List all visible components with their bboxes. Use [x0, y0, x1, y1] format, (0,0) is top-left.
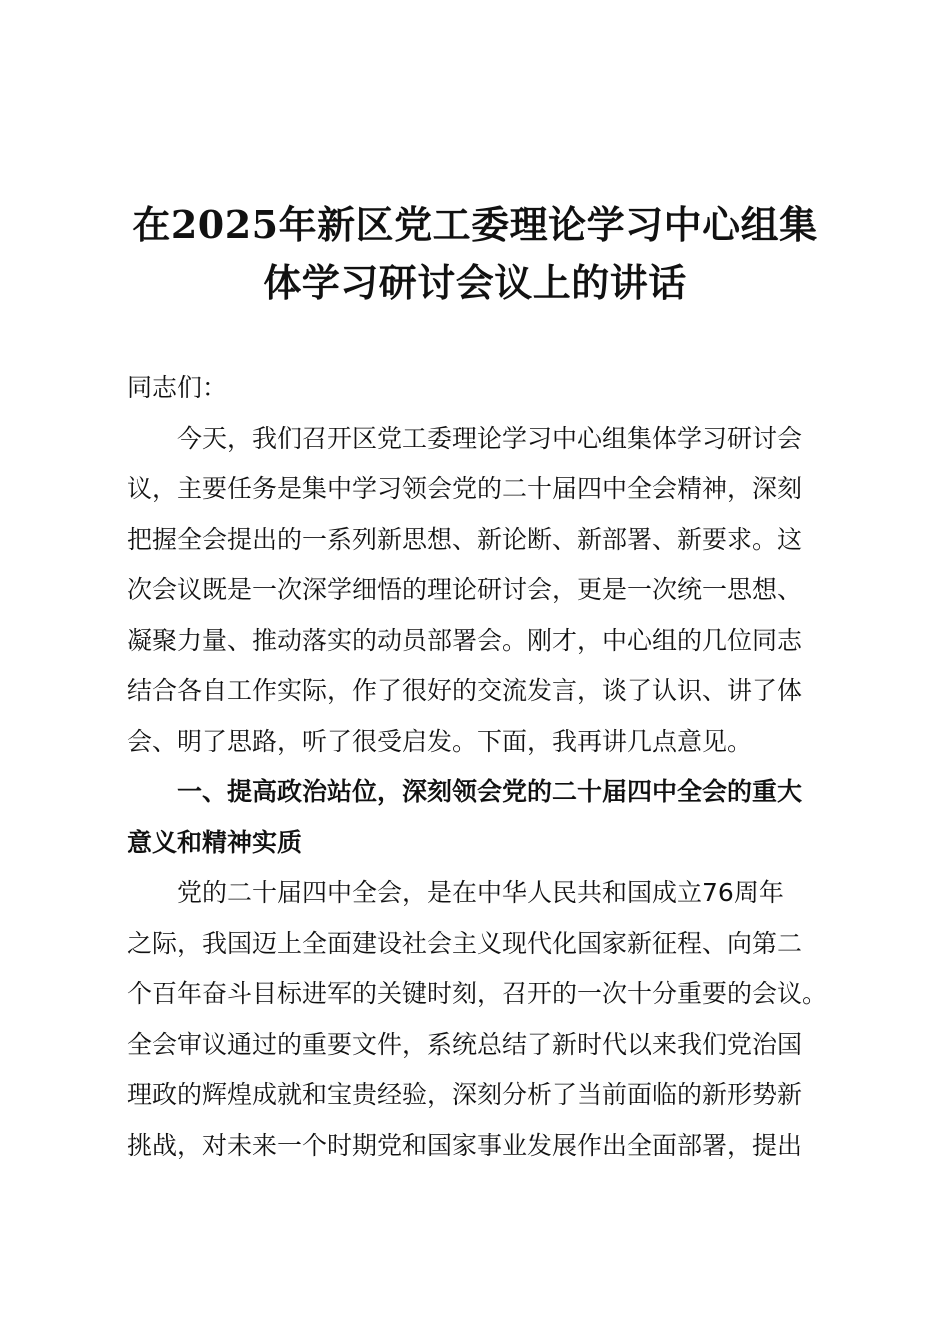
heading-line: 意义和精神实质: [127, 827, 303, 857]
paragraph-line: 议，主要任务是集中学习领会党的二十届四中全会精神，深刻: [127, 474, 803, 503]
heading-line: 一、提高政治站位，深刻领会党的二十届四中全会的重大: [177, 777, 803, 806]
paragraph-line: 理政的辉煌成就和宝贵经验，深刻分析了当前面临的新形势新: [127, 1080, 803, 1109]
paragraph-line: 把握全会提出的一系列新思想、新论断、新部署、新要求。这: [127, 524, 803, 554]
paragraph-line: 结合各自工作实际，作了很好的交流发言，谈了认识、讲了体: [127, 676, 803, 705]
paragraph-section-1: [127, 868, 833, 1171]
paragraph-line: 今天，我们召开区党工委理论学习中心组集体学习研讨会: [177, 423, 803, 453]
paragraph-line: 次会议既是一次深学细悟的理论研讨会，更是一次统一思想、: [127, 575, 803, 604]
document-body: [127, 363, 833, 1171]
paragraph-line: 挑战，对未来一个时期党和国家事业发展作出全面部署，提出: [127, 1130, 803, 1160]
section-heading-1: [127, 767, 833, 868]
salutation-text: 同志们：: [127, 373, 228, 402]
salutation: [127, 363, 833, 414]
paragraph-intro: [127, 414, 833, 768]
title-line: 体学习研讨会议上的讲话: [263, 260, 687, 305]
paragraph-line: 会、明了思路，听了很受启发。下面，我再讲几点意见。: [127, 726, 753, 756]
paragraph-line: 凝聚力量、推动落实的动员部署会。刚才，中心组的几位同志: [127, 625, 803, 655]
document-title: [100, 196, 850, 312]
paragraph-line: 党的二十届四中全会，是在中华人民共和国成立76周年: [177, 878, 784, 907]
paragraph-line: 个百年奋斗目标进军的关键时刻，召开的一次十分重要的会议。: [127, 979, 828, 1008]
paragraph-line: 之际，我国迈上全面建设社会主义现代化国家新征程、向第二: [127, 928, 803, 958]
title-line: 在2025年新区党工委理论学习中心组集: [132, 202, 818, 247]
paragraph-line: 全会审议通过的重要文件，系统总结了新时代以来我们党治国: [127, 1029, 803, 1059]
